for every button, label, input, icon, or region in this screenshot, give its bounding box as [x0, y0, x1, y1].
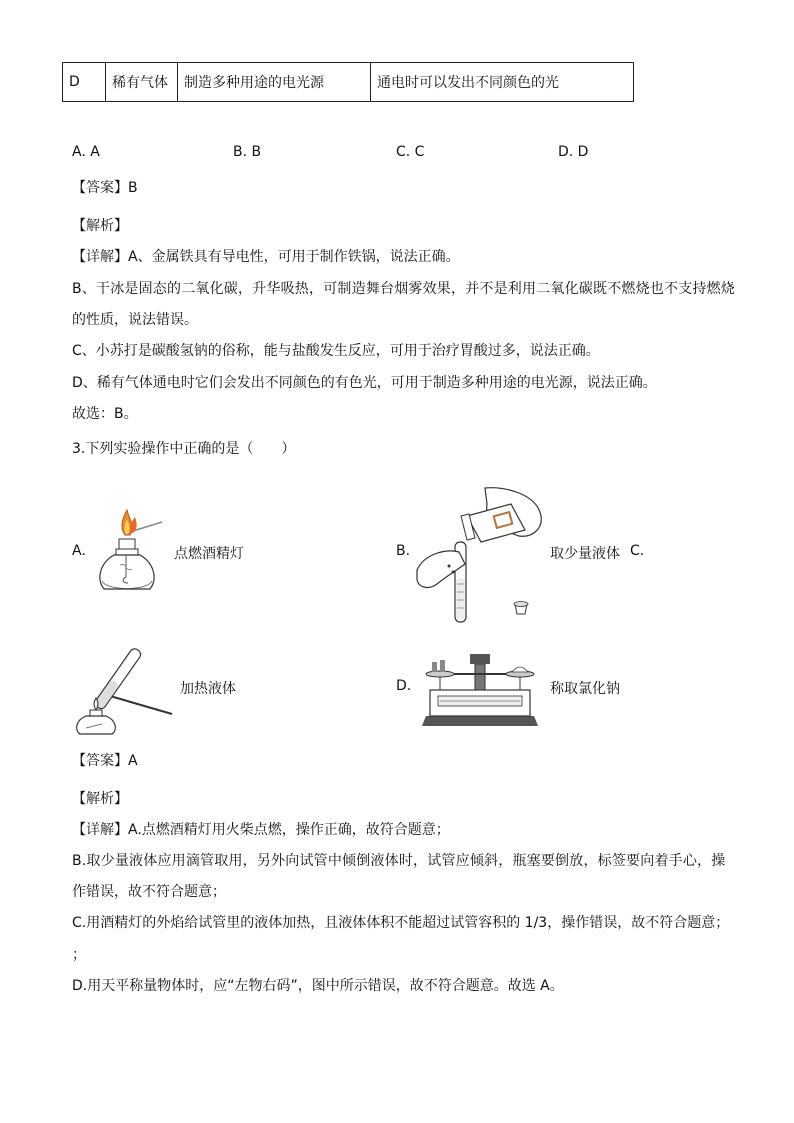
- pour-liquid-illustration: [415, 486, 545, 626]
- q3-option-a-text: 点燃酒精灯: [174, 546, 244, 562]
- q3-option-b-letter[interactable]: B.: [396, 543, 411, 559]
- q2-analysis-line: D、稀有气体通电时它们会发出不同颜色的有色光，可用于制造多种用途的电光源，说法正确。: [72, 375, 657, 391]
- q3-option-b-text: 取少量液体: [550, 546, 620, 562]
- q2-analysis-line: 故选：B。: [72, 406, 138, 422]
- q3-option-c-letter[interactable]: C.: [630, 543, 645, 559]
- q3-option-d-letter[interactable]: D.: [396, 678, 412, 694]
- q3-analysis-line: C.用酒精灯的外焰给试管里的液体加热，且液体体积不能超过试管容积的 1/3，操作错误，故不符合题意；: [72, 915, 730, 931]
- q3-analysis-line: 【详解】A.点燃酒精灯用火柴点燃，操作正确，故符合题意；: [72, 822, 450, 838]
- q2-analysis-line: 【详解】A、金属铁具有导电性，可用于制作铁锅，说法正确。: [72, 249, 460, 265]
- options-table: [62, 62, 634, 102]
- row-substance: 稀有气体: [106, 63, 178, 102]
- q2-analysis-line: C、小苏打是碳酸氢钠的俗称，能与盐酸发生反应，可用于治疗胃酸过多，说法正确。: [72, 343, 600, 359]
- q3-analysis-line: D.用天平称量物体时，应“左物右码”，图中所示错误，故不符合题意。故选 A。: [72, 978, 564, 994]
- q3-option-c-text: 加热液体: [180, 681, 236, 697]
- q2-analysis-line: 的性质，说法错误。: [72, 312, 198, 328]
- q3-analysis-line: ；: [72, 947, 86, 963]
- choice-c[interactable]: C. C: [396, 144, 425, 160]
- q3-analysis-label: 【解析】: [72, 791, 128, 807]
- q3-option-d-text: 称取氯化钠: [550, 681, 620, 697]
- row-letter: D: [63, 63, 106, 102]
- q3-option-a-letter[interactable]: A.: [72, 543, 86, 559]
- row-use: 制造多种用途的电光源: [178, 63, 371, 102]
- q3-answer: 【答案】A: [72, 753, 138, 769]
- q2-analysis-label: 【解析】: [72, 218, 128, 234]
- q2-answer: 【答案】B: [72, 180, 138, 196]
- choice-a[interactable]: A. A: [72, 144, 100, 160]
- choice-b[interactable]: B. B: [233, 144, 262, 160]
- heat-liquid-illustration: [72, 648, 177, 736]
- table-row: [63, 63, 634, 102]
- q2-analysis-line: B、干冰是固态的二氧化碳，升华吸热，可制造舞台烟雾效果，并不是利用二氧化碳既不燃烧也不支持燃烧: [72, 281, 736, 297]
- balance-scale-illustration: [420, 650, 540, 730]
- q3-analysis-line: 作错误，故不符合题意；: [72, 884, 226, 900]
- row-property: 通电时可以发出不同颜色的光: [371, 63, 634, 102]
- choice-d[interactable]: D. D: [558, 144, 589, 160]
- q3-analysis-line: B.取少量液体应用滴管取用，另外向试管中倾倒液体时，试管应倾斜，瓶塞要倒放，标签要向着手心，操: [72, 853, 726, 869]
- q3-stem: 3.下列实验操作中正确的是（ ）: [72, 441, 296, 457]
- lit-alcohol-lamp-illustration: [92, 505, 172, 600]
